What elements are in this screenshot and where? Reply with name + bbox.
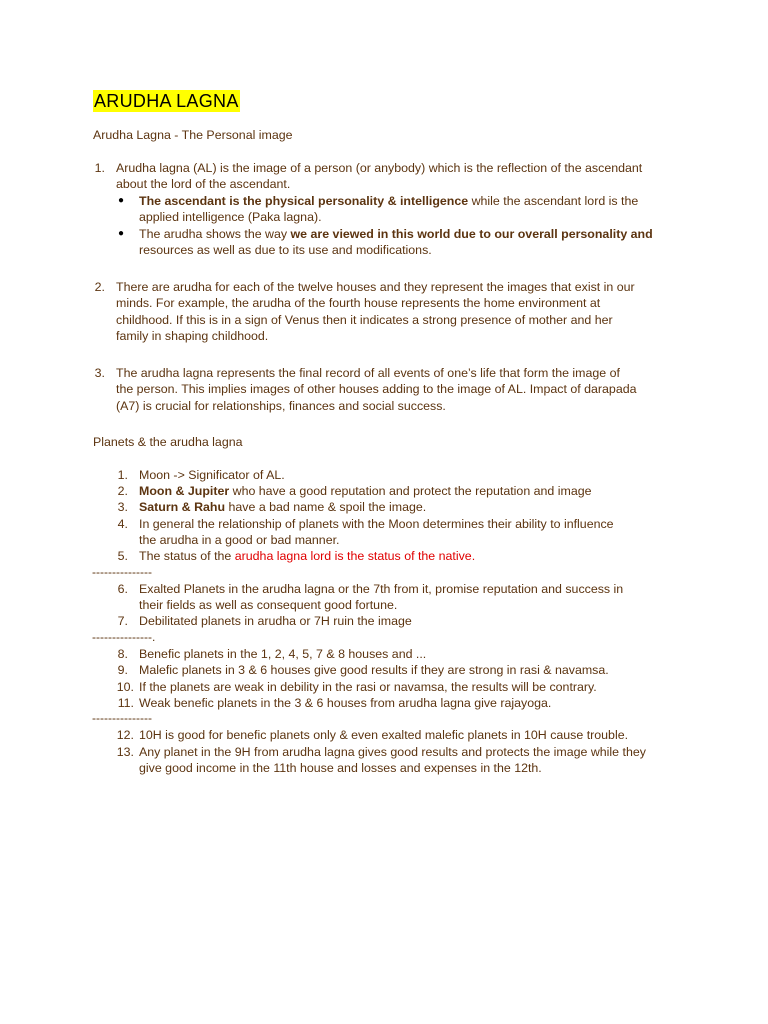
bullet-line <box>139 226 653 243</box>
bold-text: we are viewed in this world due to our overall personality and <box>290 227 653 241</box>
bullet-line <box>139 193 638 210</box>
list-item: their fields as well as consequent good fortune. <box>139 598 398 612</box>
paragraph-line: Arudha lagna (AL) is the image of a person (or anybody) which is the reflection of the ascendant <box>116 161 643 175</box>
list-item: the arudha in a good or bad manner. <box>139 533 340 547</box>
list-number: 4. <box>117 517 128 531</box>
separator: --------------- <box>92 711 152 725</box>
list-item <box>139 548 475 565</box>
paragraph-line: the person. This implies images of other houses adding to the image of AL. Impact of darapada <box>116 382 637 396</box>
normal-text: The arudha shows the way <box>139 227 291 241</box>
normal-text: who have a good reputation and protect the reputation and image <box>229 484 592 498</box>
paragraph-line: (A7) is crucial for relationships, finances and social success. <box>116 399 446 413</box>
list-number: 1. <box>94 161 105 175</box>
list-item <box>139 483 592 500</box>
list-number: 8. <box>117 647 128 661</box>
list-number: 10. <box>116 680 134 694</box>
list-item: give good income in the 11th house and losses and expenses in the 12th. <box>139 761 542 775</box>
list-number: 9. <box>117 663 128 677</box>
list-item: Any planet in the 9H from arudha lagna gives good results and protects the image while they <box>139 745 646 759</box>
bullet-icon: ● <box>118 228 125 239</box>
red-text: arudha lagna lord is the status of the native. <box>234 549 476 563</box>
list-number: 1. <box>117 468 128 482</box>
normal-text: have a bad name & spoil the image. <box>225 500 427 514</box>
separator: ---------------. <box>92 630 156 644</box>
list-item: Weak benefic planets in the 3 & 6 houses from arudha lagna give rajayoga. <box>139 696 552 710</box>
normal-text: while the ascendant lord is the <box>468 194 639 208</box>
list-item: Malefic planets in 3 & 6 houses give good results if they are strong in rasi & navamsa. <box>139 663 609 677</box>
list-item <box>139 499 426 516</box>
paragraph-line: childhood. If this is in a sign of Venus then it indicates a strong presence of mother and her <box>116 313 613 327</box>
list-number: 13. <box>116 745 134 759</box>
normal-text: The status of the <box>139 549 235 563</box>
list-number: 2. <box>94 280 105 294</box>
paragraph-line: The arudha lagna represents the final record of all events of one’s life that form the image of <box>116 366 620 380</box>
list-item: Debilitated planets in arudha or 7H ruin the image <box>139 614 412 628</box>
page-title: ARUDHA LAGNA <box>94 91 239 111</box>
list-item: Benefic planets in the 1, 2, 4, 5, 7 & 8 houses and ... <box>139 647 427 661</box>
bullet-line: applied intelligence (Paka lagna). <box>139 210 322 224</box>
list-number: 11. <box>117 696 134 710</box>
list-number: 2. <box>117 484 128 498</box>
bullet-line: resources as well as due to its use and modifications. <box>139 243 432 257</box>
list-number: 3. <box>94 366 105 380</box>
paragraph-line: There are arudha for each of the twelve houses and they represent the images that exist in our <box>116 280 635 294</box>
bold-text: Moon & Jupiter <box>139 484 230 498</box>
list-number: 12. <box>116 728 134 742</box>
list-item: 10H is good for benefic planets only & even exalted malefic planets in 10H cause trouble. <box>139 728 629 742</box>
paragraph-line: about the lord of the ascendant. <box>116 177 291 191</box>
subtitle: Arudha Lagna - The Personal image <box>93 128 293 142</box>
list-number: 3. <box>117 500 128 514</box>
list-item: If the planets are weak in debility in the rasi or navamsa, the results will be contrary. <box>139 680 597 694</box>
bullet-icon: ● <box>118 195 125 206</box>
bold-text: The ascendant is the physical personality & intelligence <box>139 194 469 208</box>
list-item: In general the relationship of planets with the Moon determines their ability to influence <box>139 517 614 531</box>
list-number: 7. <box>117 614 128 628</box>
separator: --------------- <box>92 565 152 579</box>
bold-text: Saturn & Rahu <box>139 500 226 514</box>
list-item: Moon -> Significator of AL. <box>139 468 285 482</box>
paragraph-line: family in shaping childhood. <box>116 329 269 343</box>
section-heading: Planets & the arudha lagna <box>93 435 243 449</box>
paragraph-line: minds. For example, the arudha of the fourth house represents the home environment at <box>116 296 601 310</box>
list-number: 6. <box>117 582 128 596</box>
list-item: Exalted Planets in the arudha lagna or the 7th from it, promise reputation and success in <box>139 582 624 596</box>
list-number: 5. <box>117 549 128 563</box>
